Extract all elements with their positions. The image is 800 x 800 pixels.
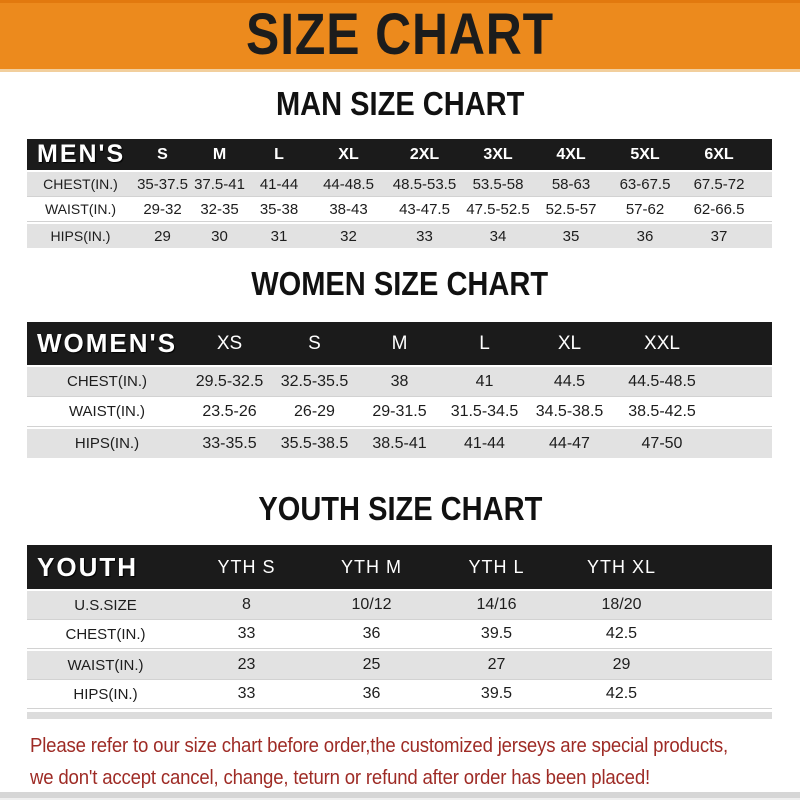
size-cell: 31.5-34.5 (442, 396, 527, 427)
row-label: WAIST(IN.) (27, 649, 184, 679)
column-header: XS (187, 322, 272, 365)
table-header-row (27, 322, 772, 365)
size-cell: 23.5-26 (187, 396, 272, 427)
column-header: 2XL (387, 139, 462, 170)
row-label: CHEST(IN.) (27, 365, 187, 396)
column-header: 5XL (608, 139, 682, 170)
mens-size-table (27, 139, 772, 248)
size-cell: 35 (534, 222, 608, 248)
size-cell: 62-66.5 (682, 196, 756, 222)
row-label: HIPS(IN.) (27, 427, 187, 458)
cell-filler (684, 649, 772, 679)
size-cell: 38.5-41 (357, 427, 442, 458)
column-header: S (272, 322, 357, 365)
column-header: YTH S (184, 545, 309, 589)
table-row (27, 222, 772, 248)
size-cell: 44-48.5 (310, 170, 387, 196)
size-cell: 29-32 (134, 196, 191, 222)
size-cell: 31 (248, 222, 310, 248)
column-header: M (191, 139, 248, 170)
size-cell: 10/12 (309, 589, 434, 619)
row-label: WAIST(IN.) (27, 196, 134, 222)
size-cell: 41-44 (248, 170, 310, 196)
column-header: YTH M (309, 545, 434, 589)
size-cell: 67.5-72 (682, 170, 756, 196)
size-cell: 33 (387, 222, 462, 248)
size-cell: 43-47.5 (387, 196, 462, 222)
cell-filler (712, 365, 772, 396)
man-size-chart-heading: MAN SIZE CHART (275, 85, 525, 122)
row-label: HIPS(IN.) (27, 679, 184, 709)
size-cell: 39.5 (434, 679, 559, 709)
disclaimer-line-2: we don't accept cancel, change, teturn or refund after order has been placed! (30, 767, 650, 789)
table-title: WOMEN'S (27, 322, 187, 365)
cell-filler (756, 196, 772, 222)
size-cell: 36 (608, 222, 682, 248)
size-cell: 36 (309, 679, 434, 709)
size-cell: 57-62 (608, 196, 682, 222)
table-row (27, 427, 772, 458)
table-row (27, 170, 772, 196)
size-cell: 44.5-48.5 (612, 365, 712, 396)
size-cell: 42.5 (559, 679, 684, 709)
size-chart-banner (0, 0, 800, 72)
header-filler (756, 139, 772, 170)
size-cell: 35-38 (248, 196, 310, 222)
column-header: 4XL (534, 139, 608, 170)
size-cell: 29 (134, 222, 191, 248)
size-cell: 37.5-41 (191, 170, 248, 196)
size-cell: 44-47 (527, 427, 612, 458)
column-header: XL (310, 139, 387, 170)
cell-filler (756, 222, 772, 248)
size-cell: 33 (184, 679, 309, 709)
size-cell: 38.5-42.5 (612, 396, 712, 427)
table-row (27, 619, 772, 649)
size-cell: 34.5-38.5 (527, 396, 612, 427)
size-cell: 35-37.5 (134, 170, 191, 196)
table-row (27, 679, 772, 709)
row-label: CHEST(IN.) (27, 619, 184, 649)
size-cell: 36 (309, 619, 434, 649)
size-cell: 18/20 (559, 589, 684, 619)
size-cell: 35.5-38.5 (272, 427, 357, 458)
size-cell: 39.5 (434, 619, 559, 649)
youth-table-bottom-strip (27, 712, 772, 719)
size-cell: 47-50 (612, 427, 712, 458)
table-header-row (27, 545, 772, 589)
table-row (27, 196, 772, 222)
cell-filler (712, 396, 772, 427)
size-cell: 34 (462, 222, 534, 248)
cell-filler (712, 427, 772, 458)
column-header: YTH L (434, 545, 559, 589)
column-header: L (442, 322, 527, 365)
column-header: S (134, 139, 191, 170)
column-header: XL (527, 322, 612, 365)
header-filler (684, 545, 772, 589)
disclaimer-line-1: Please refer to our size chart before order,the customized jerseys are special products, (30, 735, 729, 757)
cell-filler (684, 619, 772, 649)
banner-title: SIZE CHART (246, 2, 554, 67)
size-cell: 58-63 (534, 170, 608, 196)
size-cell: 30 (191, 222, 248, 248)
size-cell: 32-35 (191, 196, 248, 222)
size-cell: 41-44 (442, 427, 527, 458)
size-cell: 23 (184, 649, 309, 679)
size-cell: 52.5-57 (534, 196, 608, 222)
size-cell: 63-67.5 (608, 170, 682, 196)
column-header: L (248, 139, 310, 170)
table-header-row (27, 139, 772, 170)
size-cell: 48.5-53.5 (387, 170, 462, 196)
size-cell: 37 (682, 222, 756, 248)
header-filler (712, 322, 772, 365)
size-cell: 33 (184, 619, 309, 649)
size-cell: 25 (309, 649, 434, 679)
size-cell: 33-35.5 (187, 427, 272, 458)
column-header: 6XL (682, 139, 756, 170)
row-label: U.S.SIZE (27, 589, 184, 619)
size-cell: 53.5-58 (462, 170, 534, 196)
size-cell: 29.5-32.5 (187, 365, 272, 396)
women-size-chart-heading: WOMEN SIZE CHART (251, 265, 549, 302)
size-cell: 47.5-52.5 (462, 196, 534, 222)
size-cell: 42.5 (559, 619, 684, 649)
size-cell: 29-31.5 (357, 396, 442, 427)
size-cell: 26-29 (272, 396, 357, 427)
size-cell: 41 (442, 365, 527, 396)
youth-size-chart-heading: YOUTH SIZE CHART (258, 490, 542, 527)
cell-filler (684, 679, 772, 709)
size-cell: 38 (357, 365, 442, 396)
size-cell: 29 (559, 649, 684, 679)
size-cell: 14/16 (434, 589, 559, 619)
column-header: YTH XL (559, 545, 684, 589)
size-cell: 44.5 (527, 365, 612, 396)
size-cell: 32.5-35.5 (272, 365, 357, 396)
table-row (27, 365, 772, 396)
cell-filler (684, 589, 772, 619)
table-row (27, 589, 772, 619)
table-title: YOUTH (27, 545, 184, 589)
youth-size-table (27, 545, 772, 709)
cell-filler (756, 170, 772, 196)
row-label: HIPS(IN.) (27, 222, 134, 248)
row-label: CHEST(IN.) (27, 170, 134, 196)
womens-size-table (27, 322, 772, 458)
column-header: 3XL (462, 139, 534, 170)
size-cell: 27 (434, 649, 559, 679)
table-row (27, 649, 772, 679)
table-title: MEN'S (27, 139, 134, 170)
size-cell: 32 (310, 222, 387, 248)
row-label: WAIST(IN.) (27, 396, 187, 427)
size-cell: 38-43 (310, 196, 387, 222)
bottom-edge-strip (0, 792, 800, 800)
disclaimer-note (30, 730, 800, 794)
size-cell: 8 (184, 589, 309, 619)
column-header: XXL (612, 322, 712, 365)
table-row (27, 396, 772, 427)
column-header: M (357, 322, 442, 365)
